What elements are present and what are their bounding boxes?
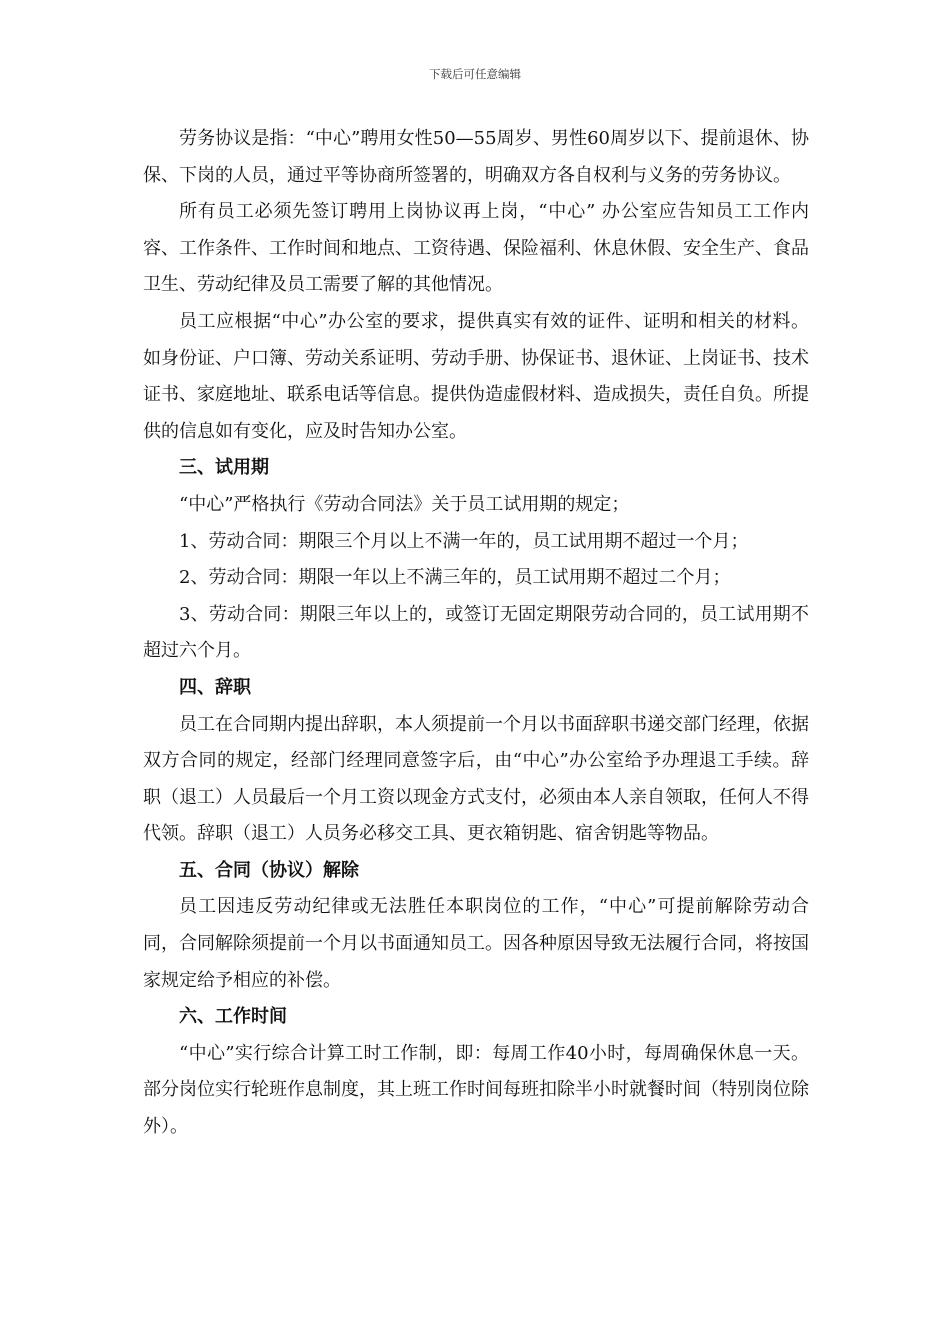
page-header: 下载后可任意编辑 (429, 67, 521, 81)
section-heading: 四、辞职 (179, 676, 251, 698)
section-heading: 五、合同（协议）解除 (179, 859, 359, 881)
paragraph: 员工在合同期内提出辞职，本人须提前一个月以书面辞职书递交部门经理，依据双方合同的规定，经部门经理同意签字后，由“中心”办公室给予办理退工手续。辞职（退工）人员最后一个月工资以现金方式支付，必须由本人亲自领取，任何人不得代领。辞职（退工）人员务必移交工具、更衣箱钥匙、宿舍钥匙等物品。 (143, 713, 809, 845)
list-item: 1、劳动合同：期限三个月以上不满一年的，员工试用期不超过一个月； (179, 530, 749, 552)
section-heading: 三、试用期 (179, 457, 269, 479)
paragraph: 所有员工必须先签订聘用上岗协议再上岗，“中心” 办公室应告知员工工作内容、工作条件、工作时间和地点、工资待遇、保险福利、休息休假、安全生产、食品卫生、劳动纪律及员工需要了解的其他情况。 (143, 201, 809, 296)
paragraph: 员工因违反劳动纪律或无法胜任本职岗位的工作，“中心”可提前解除劳动合同，合同解除须提前一个月以书面通知员工。因各种原因导致无法履行合同，将按国家规定给予相应的补偿。 (143, 896, 809, 991)
section-heading: 六、工作时间 (179, 1006, 287, 1028)
document-body (143, 121, 809, 1146)
list-item: 2、劳动合同：期限一年以上不满三年的，员工试用期不超过二个月； (179, 567, 731, 589)
paragraph: “中心”严格执行《劳动合同法》关于员工试用期的规定； (179, 493, 630, 515)
paragraph: 员工应根据“中心”办公室的要求，提供真实有效的证件、证明和相关的材料。如身份证、户口簿、劳动关系证明、劳动手册、协保证书、退休证、上岗证书、技术证书、家庭地址、联系电话等信息。提供伪造虚假材料、造成损失，责任自负。所提供的信息如有变化，应及时告知办公室。 (143, 310, 809, 442)
paragraph: “中心”实行综合计算工时工作制，即：每周工作40小时，每周确保休息一天。部分岗位实行轮班作息制度，其上班工作时间每班扣除半小时就餐时间（特别岗位除外）。 (143, 1042, 809, 1138)
paragraph: 劳务协议是指：“中心”聘用女性50—55周岁、男性60周岁以下、提前退休、协保、下岗的人员，通过平等协商所签署的，明确双方各自权利与义务的劳务协议。 (143, 128, 809, 186)
list-item: 3、劳动合同：期限三年以上的，或签订无固定期限劳动合同的，员工试用期不超过六个月。 (143, 603, 809, 662)
